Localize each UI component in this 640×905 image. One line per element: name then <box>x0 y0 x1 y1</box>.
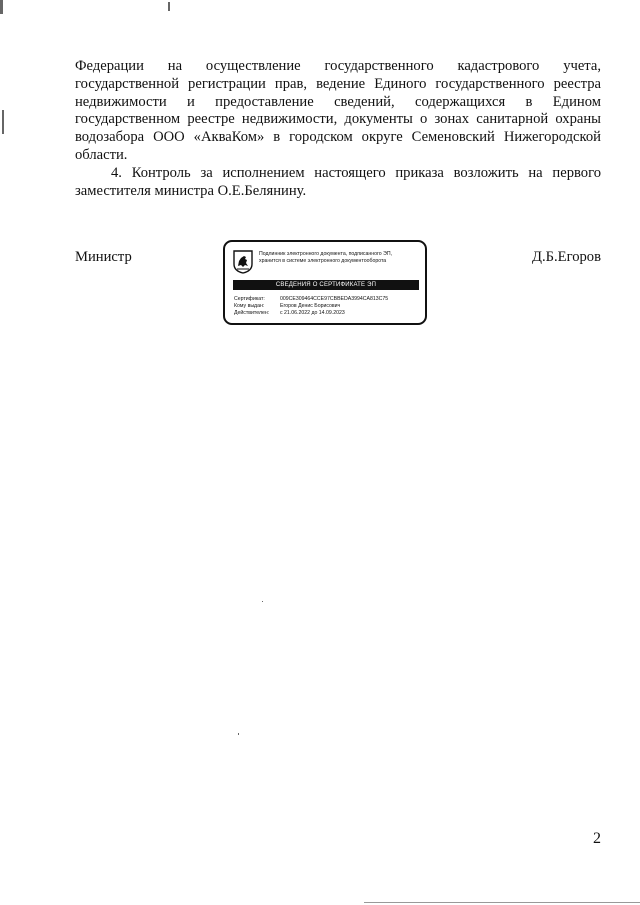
scan-artifact <box>364 902 640 903</box>
coat-of-arms-icon <box>233 250 253 274</box>
scan-artifact <box>262 601 263 602</box>
issued-to-value: Егоров Денис Борисович <box>280 303 341 309</box>
stamp-header <box>259 251 423 264</box>
certificate-label: Сертификат: <box>234 296 265 302</box>
valid-row <box>234 310 388 317</box>
scan-artifact <box>2 110 4 134</box>
issued-to-label: Кому выдан: <box>234 303 265 309</box>
scan-artifact <box>0 0 3 14</box>
valid-value: с 21.06.2022 до 14.09.2023 <box>280 310 345 316</box>
signatory-name: Д.Б.Егоров <box>532 249 601 265</box>
certificate-row <box>234 296 388 303</box>
paragraph-item-4: 4. Контроль за исполнением настоящего приказа возложить на первого заместителя министра О.Е.Белянину. <box>75 164 601 199</box>
signatory-position: Министр <box>75 249 132 265</box>
scan-artifact <box>168 2 170 11</box>
stamp-band: СВЕДЕНИЯ О СЕРТИФИКАТЕ ЭП <box>233 280 419 290</box>
certificate-value: 009CE309464CCE97CBBEDA3994CA813C75 <box>280 296 389 302</box>
page-number: 2 <box>593 830 601 847</box>
scan-artifact <box>238 733 239 735</box>
valid-label: Действителен: <box>234 310 270 316</box>
paragraph-continued: Федерации на осуществление государственного кадастрового учета, государственной регистрации прав, ведение Единого государственного реестра недвижимости и предоставление сведений, содержащихся в Едином государственном реестре недвижимости, документы о зонах санитарной охраны водозабора ООО «АкваКом» в городском округе Семеновский Нижегородской области. <box>75 58 601 163</box>
stamp-header-line-1: Подлинник электронного документа, подписанного ЭП, <box>259 251 393 257</box>
stamp-header-line-2: хранится в системе электронного документооборота <box>259 257 387 264</box>
document-body <box>75 58 601 200</box>
stamp-details <box>234 296 388 317</box>
issued-to-row <box>234 303 388 310</box>
electronic-signature-stamp <box>223 240 427 325</box>
